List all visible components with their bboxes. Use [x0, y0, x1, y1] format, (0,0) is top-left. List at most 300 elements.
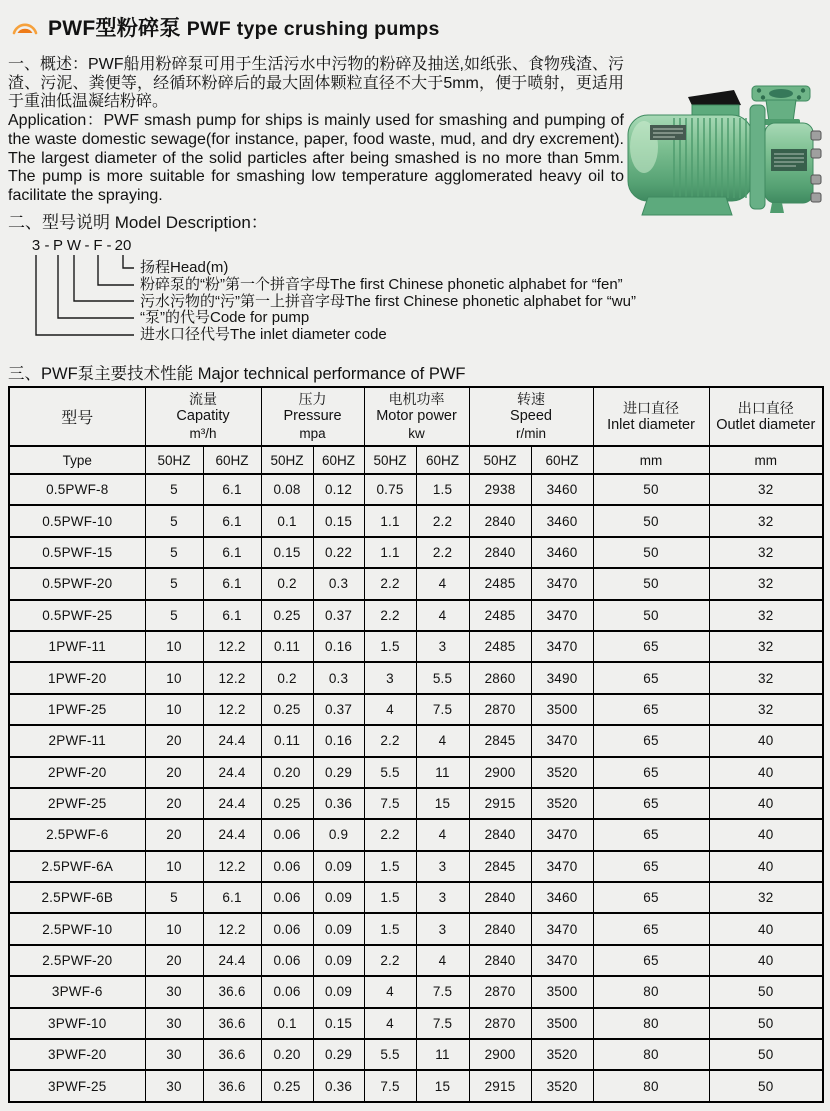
value-cell: 3470 [531, 945, 593, 976]
value-cell: 0.11 [261, 725, 313, 756]
value-cell: 3470 [531, 819, 593, 850]
value-cell: 2915 [469, 788, 531, 819]
table-row [9, 568, 823, 599]
value-cell: 0.25 [261, 1070, 313, 1101]
group-label-en: Pressure [283, 408, 342, 424]
value-cell: 2900 [469, 1039, 531, 1070]
value-cell: 6.1 [203, 600, 261, 631]
value-cell: 7.5 [416, 976, 469, 1007]
group-label-en: Capatity [176, 408, 230, 424]
value-cell: 0.3 [313, 568, 364, 599]
value-cell: 3500 [531, 694, 593, 725]
table-header-row-groups [9, 387, 823, 446]
model-code-part: P [52, 238, 64, 254]
value-cell: 5 [145, 882, 203, 913]
group-label-en: Speed [510, 408, 552, 424]
overview-paragraph-zh: 一、概述：PWF船用粉碎泵可用于生活污水中污物的粉碎及抽送,如纸张、食物残渣、污渣、污泥、粪便等，经循环粉碎后的最大固体颗粒直径不大于5mm，便于喷射，更适用于重油低温凝结粉碎。 [8, 56, 624, 111]
value-cell: 2840 [469, 505, 531, 536]
value-cell: 65 [593, 757, 709, 788]
value-cell: 10 [145, 913, 203, 944]
model-type-cell: 2.5PWF-6B [9, 882, 145, 913]
value-cell: 50 [593, 537, 709, 568]
value-cell: 20 [145, 725, 203, 756]
table-row [9, 725, 823, 756]
value-cell: 5 [145, 474, 203, 505]
value-cell: 3460 [531, 505, 593, 536]
table-row [9, 1039, 823, 1070]
col-header-type-en: Type [9, 446, 145, 474]
value-cell: 32 [709, 474, 823, 505]
group-label-unit: m³/h [189, 426, 217, 441]
value-cell: 24.4 [203, 788, 261, 819]
orange-arc-icon [10, 16, 40, 38]
value-cell: 12.2 [203, 631, 261, 662]
value-cell: 50 [593, 600, 709, 631]
value-cell: 65 [593, 662, 709, 693]
value-cell: 36.6 [203, 1008, 261, 1039]
table-row [9, 600, 823, 631]
model-type-cell: 3PWF-10 [9, 1008, 145, 1039]
table-row [9, 882, 823, 913]
value-cell: 3470 [531, 631, 593, 662]
table-row [9, 474, 823, 505]
value-cell: 32 [709, 537, 823, 568]
value-cell: 3500 [531, 1008, 593, 1039]
value-cell: 32 [709, 631, 823, 662]
value-cell: 0.06 [261, 945, 313, 976]
value-cell: 2485 [469, 568, 531, 599]
value-cell: 4 [416, 945, 469, 976]
value-cell: 20 [145, 788, 203, 819]
value-cell: 0.25 [261, 788, 313, 819]
value-cell: 0.06 [261, 913, 313, 944]
value-cell: 12.2 [203, 913, 261, 944]
value-cell: 3 [416, 851, 469, 882]
value-cell: 6.1 [203, 505, 261, 536]
value-cell: 0.15 [261, 537, 313, 568]
page-title-zh: PWF型粉碎泵 [48, 17, 181, 40]
value-cell: 50 [709, 1039, 823, 1070]
value-cell: 0.06 [261, 976, 313, 1007]
model-type-cell: 2PWF-20 [9, 757, 145, 788]
group-header-motor-power [364, 387, 469, 446]
page-title-en: PWF type crushing pumps [186, 18, 440, 40]
value-cell: 10 [145, 694, 203, 725]
model-type-cell: 1PWF-11 [9, 631, 145, 662]
freq-header-50hz: 50HZ [261, 446, 313, 474]
model-type-cell: 0.5PWF-20 [9, 568, 145, 599]
value-cell: 2840 [469, 913, 531, 944]
model-type-cell: 2.5PWF-6A [9, 851, 145, 882]
value-cell: 1.5 [364, 631, 416, 662]
value-cell: 32 [709, 662, 823, 693]
model-type-cell: 2.5PWF-6 [9, 819, 145, 850]
value-cell: 32 [709, 568, 823, 599]
value-cell: 50 [709, 1008, 823, 1039]
value-cell: 2938 [469, 474, 531, 505]
value-cell: 12.2 [203, 662, 261, 693]
value-cell: 0.08 [261, 474, 313, 505]
freq-header-60hz: 60HZ [416, 446, 469, 474]
freq-header-50hz: 50HZ [469, 446, 531, 474]
overview-paragraph-en: Application：PWF smash pump for ships is mainly used for smashing and pumping of the waste domestic sewage(for instance, paper, food waste, mud, and dry excrement). The largest diameter of the solid particles after being smashed is no more than 5mm. The pump is more suitable for smashing low temperature agglomerated heavy oil to facilitate the spraying. [8, 112, 624, 204]
model-label: 扬程Head(m) [140, 259, 229, 276]
value-cell: 50 [593, 505, 709, 536]
unit-header-outlet-mm: mm [709, 446, 823, 474]
value-cell: 15 [416, 1070, 469, 1101]
value-cell: 0.75 [364, 474, 416, 505]
model-type-cell: 0.5PWF-8 [9, 474, 145, 505]
freq-header-60hz: 60HZ [203, 446, 261, 474]
group-header-inlet-diameter [593, 387, 709, 446]
value-cell: 4 [416, 819, 469, 850]
value-cell: 0.16 [313, 631, 364, 662]
value-cell: 4 [364, 694, 416, 725]
value-cell: 1.5 [364, 851, 416, 882]
value-cell: 2840 [469, 882, 531, 913]
value-cell: 5 [145, 568, 203, 599]
value-cell: 65 [593, 851, 709, 882]
group-header-pressure [261, 387, 364, 446]
value-cell: 40 [709, 913, 823, 944]
value-cell: 4 [364, 976, 416, 1007]
value-cell: 11 [416, 757, 469, 788]
value-cell: 3500 [531, 976, 593, 1007]
value-cell: 6.1 [203, 537, 261, 568]
value-cell: 0.25 [261, 600, 313, 631]
value-cell: 65 [593, 819, 709, 850]
value-cell: 2840 [469, 819, 531, 850]
value-cell: 7.5 [416, 1008, 469, 1039]
overview-section [8, 56, 624, 206]
value-cell: 0.15 [313, 505, 364, 536]
value-cell: 0.29 [313, 1039, 364, 1070]
value-cell: 0.3 [313, 662, 364, 693]
value-cell: 3520 [531, 757, 593, 788]
value-cell: 65 [593, 788, 709, 819]
value-cell: 40 [709, 725, 823, 756]
value-cell: 65 [593, 945, 709, 976]
value-cell: 40 [709, 819, 823, 850]
model-type-cell: 2.5PWF-10 [9, 913, 145, 944]
model-code-part: 20 [114, 238, 132, 254]
value-cell: 36.6 [203, 976, 261, 1007]
value-cell: 5 [145, 600, 203, 631]
value-cell: 3470 [531, 913, 593, 944]
value-cell: 2870 [469, 1008, 531, 1039]
value-cell: 0.12 [313, 474, 364, 505]
table-row [9, 819, 823, 850]
value-cell: 36.6 [203, 1039, 261, 1070]
value-cell: 0.11 [261, 631, 313, 662]
value-cell: 3470 [531, 851, 593, 882]
value-cell: 5 [145, 537, 203, 568]
group-label-zh: 转速 [517, 391, 546, 407]
model-description-heading: 二、型号说明 Model Description： [8, 213, 268, 232]
value-cell: 2.2 [364, 945, 416, 976]
table-row [9, 537, 823, 568]
model-label: 粉碎泵的“粉”第一个拼音字母The first Chinese phonetic alphabet for “fen” [140, 275, 623, 293]
performance-heading: 三、PWF泵主要技术性能 Major technical performance of PWF [8, 365, 466, 383]
value-cell: 3 [364, 662, 416, 693]
value-cell: 2.2 [364, 600, 416, 631]
value-cell: 0.25 [261, 694, 313, 725]
value-cell: 32 [709, 694, 823, 725]
value-cell: 20 [145, 945, 203, 976]
value-cell: 3470 [531, 725, 593, 756]
value-cell: 7.5 [364, 1070, 416, 1101]
group-header-outlet-diameter [709, 387, 823, 446]
group-label-en: Inlet diameter [607, 416, 695, 433]
group-label-zh: 进口直径 [623, 399, 680, 416]
model-type-cell: 2PWF-25 [9, 788, 145, 819]
value-cell: 50 [593, 474, 709, 505]
value-cell: 0.09 [313, 851, 364, 882]
model-type-cell: 3PWF-25 [9, 1070, 145, 1101]
value-cell: 30 [145, 1070, 203, 1101]
group-header-capacity [145, 387, 261, 446]
value-cell: 30 [145, 1008, 203, 1039]
value-cell: 80 [593, 1070, 709, 1101]
value-cell: 2840 [469, 537, 531, 568]
model-label: 进水口径代号The inlet diameter code [140, 326, 387, 344]
group-label-zh: 电机功率 [388, 391, 445, 407]
value-cell: 65 [593, 913, 709, 944]
value-cell: 1.1 [364, 537, 416, 568]
value-cell: 10 [145, 631, 203, 662]
value-cell: 2.2 [364, 819, 416, 850]
value-cell: 32 [709, 882, 823, 913]
value-cell: 0.29 [313, 757, 364, 788]
group-label-zh: 出口直径 [737, 399, 794, 416]
value-cell: 24.4 [203, 819, 261, 850]
value-cell: 7.5 [364, 788, 416, 819]
model-type-cell: 0.5PWF-25 [9, 600, 145, 631]
value-cell: 65 [593, 725, 709, 756]
model-code-part: - [84, 238, 90, 254]
value-cell: 1.5 [364, 882, 416, 913]
value-cell: 1.5 [416, 474, 469, 505]
performance-table [8, 386, 824, 1103]
model-label: 污水污物的“污”第一上拼音字母The first Chinese phonetic alphabet for “wu” [140, 292, 636, 310]
value-cell: 12.2 [203, 851, 261, 882]
page-title [48, 12, 440, 42]
page-header [10, 12, 440, 42]
value-cell: 0.20 [261, 757, 313, 788]
value-cell: 3460 [531, 474, 593, 505]
model-type-cell: 1PWF-20 [9, 662, 145, 693]
model-label: “泵”的代号Code for pump [140, 309, 310, 327]
model-code-part: F [93, 238, 103, 254]
value-cell: 36.6 [203, 1070, 261, 1101]
value-cell: 2845 [469, 851, 531, 882]
group-label-en: Motor power [376, 408, 457, 424]
value-cell: 3460 [531, 882, 593, 913]
value-cell: 24.4 [203, 945, 261, 976]
value-cell: 5.5 [364, 757, 416, 788]
value-cell: 0.15 [313, 1008, 364, 1039]
value-cell: 6.1 [203, 474, 261, 505]
value-cell: 30 [145, 1039, 203, 1070]
value-cell: 3520 [531, 1039, 593, 1070]
group-label-unit: r/min [516, 426, 547, 441]
value-cell: 0.09 [313, 976, 364, 1007]
value-cell: 11 [416, 1039, 469, 1070]
model-type-cell: 2PWF-11 [9, 725, 145, 756]
value-cell: 3470 [531, 600, 593, 631]
value-cell: 65 [593, 694, 709, 725]
value-cell: 12.2 [203, 694, 261, 725]
group-label-unit: kw [408, 426, 425, 441]
model-type-cell: 1PWF-25 [9, 694, 145, 725]
value-cell: 0.36 [313, 788, 364, 819]
value-cell: 3520 [531, 788, 593, 819]
value-cell: 0.2 [261, 568, 313, 599]
value-cell: 2860 [469, 662, 531, 693]
table-row [9, 757, 823, 788]
value-cell: 20 [145, 757, 203, 788]
table-row [9, 913, 823, 944]
value-cell: 3520 [531, 1070, 593, 1101]
table-row [9, 788, 823, 819]
value-cell: 40 [709, 945, 823, 976]
value-cell: 0.06 [261, 819, 313, 850]
value-cell: 0.09 [313, 945, 364, 976]
unit-header-inlet-mm: mm [593, 446, 709, 474]
freq-header-60hz: 60HZ [531, 446, 593, 474]
value-cell: 32 [709, 505, 823, 536]
value-cell: 40 [709, 757, 823, 788]
model-code-part: 3 [31, 238, 41, 254]
model-code-part: W [66, 238, 82, 254]
value-cell: 0.20 [261, 1039, 313, 1070]
value-cell: 20 [145, 819, 203, 850]
table-row [9, 851, 823, 882]
value-cell: 3470 [531, 568, 593, 599]
value-cell: 0.16 [313, 725, 364, 756]
table-row [9, 1008, 823, 1039]
value-cell: 2900 [469, 757, 531, 788]
freq-header-60hz: 60HZ [313, 446, 364, 474]
value-cell: 40 [709, 788, 823, 819]
value-cell: 0.1 [261, 505, 313, 536]
table-header-row-units [9, 446, 823, 474]
value-cell: 2.2 [416, 505, 469, 536]
value-cell: 50 [709, 976, 823, 1007]
model-code-diagram [8, 238, 748, 350]
value-cell: 6.1 [203, 882, 261, 913]
value-cell: 0.06 [261, 851, 313, 882]
value-cell: 3490 [531, 662, 593, 693]
group-label-zh: 压力 [298, 391, 327, 407]
value-cell: 80 [593, 976, 709, 1007]
group-header-speed [469, 387, 593, 446]
value-cell: 3460 [531, 537, 593, 568]
value-cell: 4 [416, 725, 469, 756]
value-cell: 2485 [469, 600, 531, 631]
model-code-part: - [106, 238, 112, 254]
group-label-zh: 流量 [189, 391, 217, 407]
model-type-cell: 3PWF-20 [9, 1039, 145, 1070]
table-row [9, 1070, 823, 1101]
value-cell: 7.5 [416, 694, 469, 725]
value-cell: 0.09 [313, 882, 364, 913]
value-cell: 1.1 [364, 505, 416, 536]
value-cell: 5 [145, 505, 203, 536]
table-row [9, 631, 823, 662]
value-cell: 0.9 [313, 819, 364, 850]
value-cell: 4 [416, 568, 469, 599]
value-cell: 50 [593, 568, 709, 599]
value-cell: 4 [364, 1008, 416, 1039]
value-cell: 2870 [469, 976, 531, 1007]
value-cell: 0.22 [313, 537, 364, 568]
value-cell: 2.2 [364, 568, 416, 599]
value-cell: 0.36 [313, 1070, 364, 1101]
value-cell: 30 [145, 976, 203, 1007]
value-cell: 6.1 [203, 568, 261, 599]
value-cell: 0.06 [261, 882, 313, 913]
value-cell: 50 [709, 1070, 823, 1101]
freq-header-50hz: 50HZ [364, 446, 416, 474]
value-cell: 65 [593, 631, 709, 662]
table-row [9, 694, 823, 725]
value-cell: 2915 [469, 1070, 531, 1101]
value-cell: 80 [593, 1039, 709, 1070]
value-cell: 10 [145, 851, 203, 882]
value-cell: 3 [416, 913, 469, 944]
value-cell: 0.09 [313, 913, 364, 944]
value-cell: 0.37 [313, 600, 364, 631]
freq-header-50hz: 50HZ [145, 446, 203, 474]
value-cell: 4 [416, 600, 469, 631]
value-cell: 24.4 [203, 757, 261, 788]
table-row [9, 976, 823, 1007]
value-cell: 2.2 [416, 537, 469, 568]
value-cell: 40 [709, 851, 823, 882]
value-cell: 5.5 [416, 662, 469, 693]
value-cell: 2.2 [364, 725, 416, 756]
value-cell: 2485 [469, 631, 531, 662]
value-cell: 0.1 [261, 1008, 313, 1039]
group-label-unit: mpa [299, 426, 326, 441]
model-type-cell: 0.5PWF-15 [9, 537, 145, 568]
value-cell: 2870 [469, 694, 531, 725]
performance-table-body [9, 474, 823, 1102]
group-label-en: Outlet diameter [716, 416, 816, 433]
model-type-cell: 3PWF-6 [9, 976, 145, 1007]
value-cell: 5.5 [364, 1039, 416, 1070]
model-code-part: - [44, 238, 50, 254]
table-row [9, 662, 823, 693]
value-cell: 15 [416, 788, 469, 819]
value-cell: 80 [593, 1008, 709, 1039]
value-cell: 65 [593, 882, 709, 913]
value-cell: 2840 [469, 945, 531, 976]
value-cell: 3 [416, 882, 469, 913]
value-cell: 0.37 [313, 694, 364, 725]
pump-product-image [622, 85, 827, 219]
col-header-type-zh: 型号 [9, 387, 145, 446]
value-cell: 2845 [469, 725, 531, 756]
model-type-cell: 2.5PWF-20 [9, 945, 145, 976]
value-cell: 0.2 [261, 662, 313, 693]
table-row [9, 945, 823, 976]
value-cell: 32 [709, 600, 823, 631]
value-cell: 10 [145, 662, 203, 693]
value-cell: 1.5 [364, 913, 416, 944]
model-type-cell: 0.5PWF-10 [9, 505, 145, 536]
